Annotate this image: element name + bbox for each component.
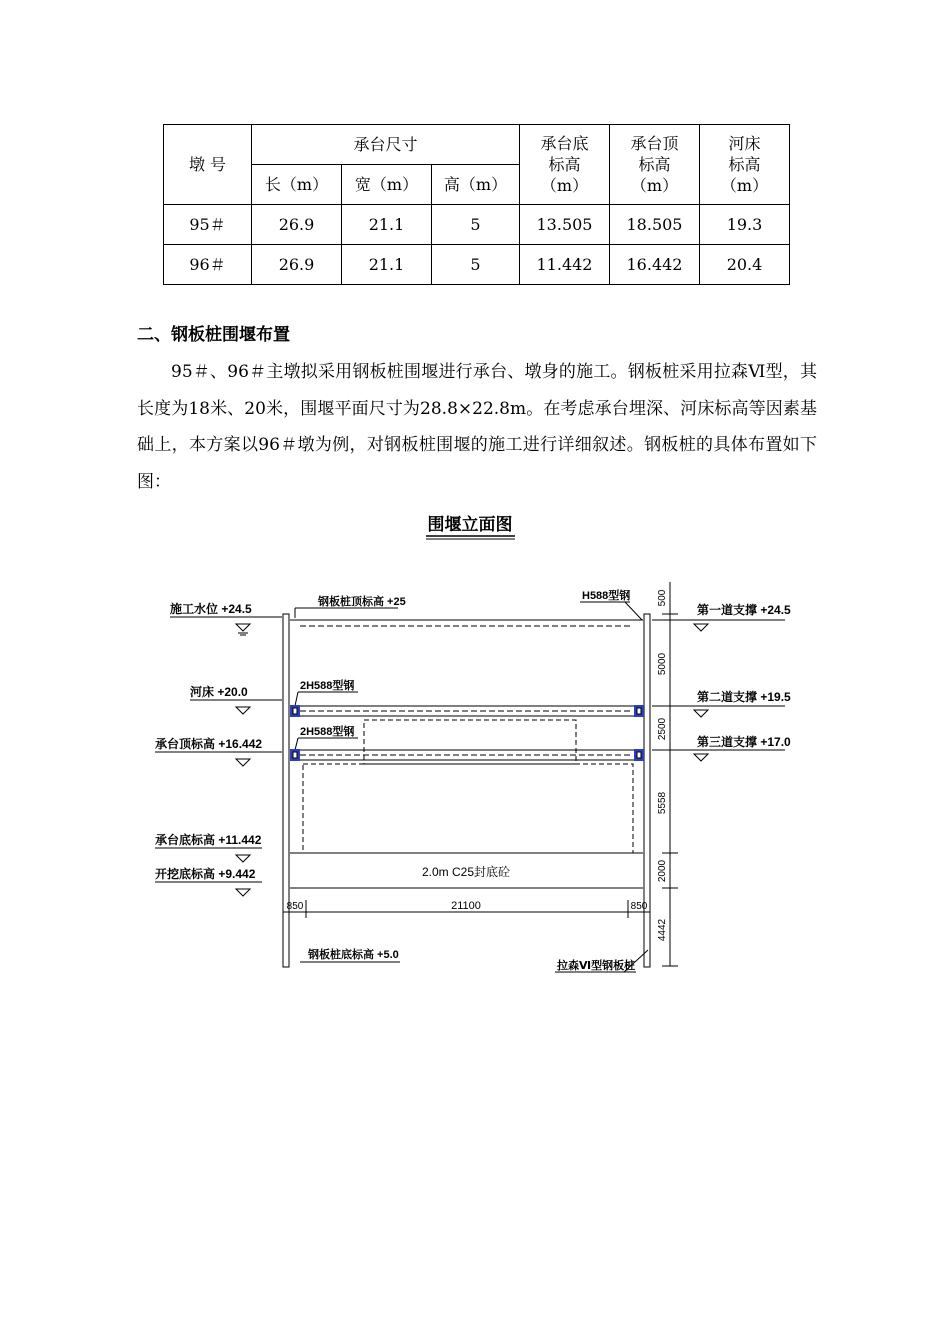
table-row [164, 245, 790, 285]
vdim-text: 4442 [657, 918, 668, 942]
cell-river: 19.3 [700, 205, 790, 245]
dim-right: 850 [630, 901, 648, 912]
section-heading: 二、钢板桩围堰布置 [137, 325, 290, 345]
cell-top: 18.505 [610, 205, 700, 245]
cell-width: 21.1 [342, 245, 432, 285]
label-beam-1: H588型钢 [582, 590, 631, 602]
label-beam-3: 2H588型钢 [300, 726, 355, 738]
vdim-text: 2000 [657, 859, 668, 883]
header-cap-top: 承台顶 标高 （m） [610, 125, 700, 205]
dim-middle: 21100 [451, 900, 481, 912]
header-pier: 墩 号 [164, 125, 252, 205]
header-width: 宽（m） [342, 165, 432, 205]
label-cap-top: 承台顶标高 +16.442 [155, 737, 263, 751]
right-sheet-pile [644, 614, 650, 967]
vdim-text: 5000 [657, 652, 668, 676]
cell-length: 26.9 [252, 205, 342, 245]
label-pile-type: 拉森Ⅵ型钢板桩 [557, 960, 636, 972]
cell-height: 5 [432, 205, 520, 245]
label-pile-top: 钢板桩顶标高 +25 [318, 596, 406, 608]
cofferdam-elevation-diagram [0, 500, 950, 980]
dim-left: 850 [286, 901, 304, 912]
label-cap-bottom: 承台底标高 +11.442 [155, 833, 262, 847]
table-row [164, 205, 790, 245]
cell-pier: 96＃ [164, 245, 252, 285]
cell-bottom: 11.442 [520, 245, 610, 285]
left-sheet-pile [283, 614, 289, 967]
label-pile-bottom: 钢板桩底标高 +5.0 [308, 949, 399, 961]
pier-cap-table [163, 124, 790, 285]
label-riverbed: 河床 +20.0 [190, 685, 248, 699]
vdim-text: 500 [657, 589, 668, 607]
label-excavation: 开挖底标高 +9.442 [155, 867, 256, 881]
diagram-title: 围堰立面图 [427, 515, 513, 534]
label-seal-concrete: 2.0m C25封底砼 [421, 865, 511, 879]
section-paragraph: 95＃、96＃主墩拟采用钢板桩围堰进行承台、墩身的施工。钢板桩采用拉森Ⅵ型，其长度为18米、20米，围堰平面尺寸为28.8×22.8m。在考虑承台埋深、河床标高等因素基础上，本方案以96＃墩为例，对钢板桩围堰的施工进行详细叙述。钢板桩的具体布置如下图： [137, 362, 817, 492]
vdim-text: 2500 [657, 717, 668, 741]
cell-bottom: 13.505 [520, 205, 610, 245]
cell-river: 20.4 [700, 245, 790, 285]
cell-width: 21.1 [342, 205, 432, 245]
header-cap-bottom: 承台底 标高 （m） [520, 125, 610, 205]
label-brace-3: 第三道支撑 +17.0 [697, 735, 791, 749]
cell-top: 16.442 [610, 245, 700, 285]
header-riverbed: 河床 标高 （m） [700, 125, 790, 205]
cell-pier: 95＃ [164, 205, 252, 245]
cell-height: 5 [432, 245, 520, 285]
header-length: 长（m） [252, 165, 342, 205]
header-cap-size: 承台尺寸 [252, 125, 520, 165]
cell-length: 26.9 [252, 245, 342, 285]
label-water-level: 施工水位 +24.5 [170, 602, 252, 616]
header-height: 高（m） [432, 165, 520, 205]
label-brace-1: 第一道支撑 +24.5 [697, 603, 791, 617]
vdim-text: 5558 [657, 791, 668, 815]
label-brace-2: 第二道支撑 +19.5 [697, 690, 791, 704]
label-beam-2: 2H588型钢 [300, 680, 355, 692]
